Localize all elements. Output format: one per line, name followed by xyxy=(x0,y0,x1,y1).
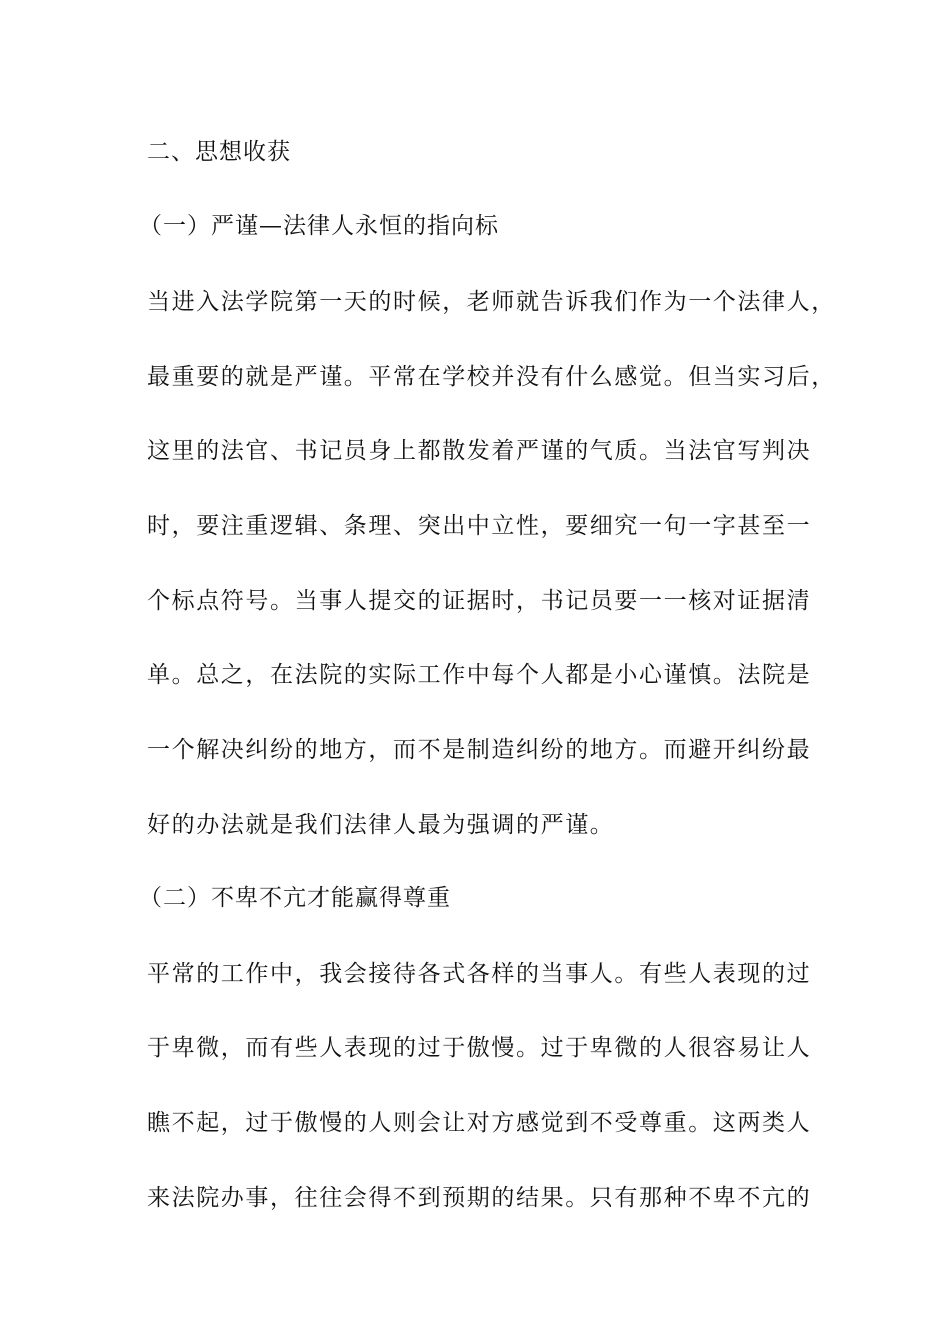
subsection-heading-2: （二）不卑不亢才能赢得尊重 xyxy=(139,885,451,911)
paragraph-1-line: 一个解决纠纷的地方，而不是制造纠纷的地方。而避开纠纷最 xyxy=(147,737,812,763)
paragraph-2-line: 平常的工作中，我会接待各式各样的当事人。有些人表现的过 xyxy=(147,961,812,987)
paragraph-1-line: 最重要的就是严谨。平常在学校并没有什么感觉。但当实习后， xyxy=(147,364,836,390)
paragraph-1-line: 当进入法学院第一天的时候，老师就告诉我们作为一个法律人， xyxy=(147,289,836,315)
section-title: 二、思想收获 xyxy=(147,139,291,165)
paragraph-2-line: 瞧不起，过于傲慢的人则会让对方感觉到不受尊重。这两类人 xyxy=(147,1110,812,1136)
paragraph-1-line: 单。总之，在法院的实际工作中每个人都是小心谨慎。法院是 xyxy=(147,662,812,688)
paragraph-1-line: 好的办法就是我们法律人最为强调的严谨。 xyxy=(147,812,615,838)
paragraph-1-line: 时，要注重逻辑、条理、突出中立性，要细究一句一字甚至一 xyxy=(147,513,812,539)
paragraph-1-line: 这里的法官、书记员身上都散发着严谨的气质。当法官写判决 xyxy=(147,438,812,464)
subsection-heading-1: （一）严谨—法律人永恒的指向标 xyxy=(139,213,499,239)
paragraph-2-line: 于卑微，而有些人表现的过于傲慢。过于卑微的人很容易让人 xyxy=(147,1035,812,1061)
paragraph-2-line: 来法院办事，往往会得不到预期的结果。只有那种不卑不亢的 xyxy=(147,1185,812,1211)
paragraph-1-line: 个标点符号。当事人提交的证据时，书记员要一一核对证据清 xyxy=(147,588,812,614)
